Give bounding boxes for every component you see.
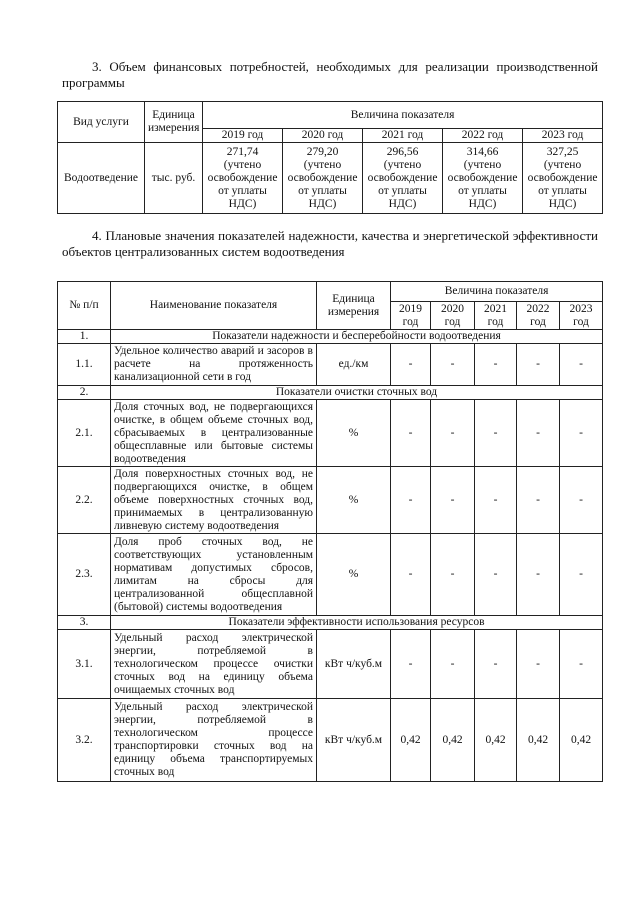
table-row bbox=[58, 400, 603, 467]
row-value: - bbox=[475, 630, 517, 699]
row-name: Удельное количество аварий и засоров в расчете на протяженность канализационной сети в год bbox=[111, 344, 317, 386]
year-header: 2023 год bbox=[560, 302, 603, 330]
row-name: Удельный расход электрической энергии, потребляемой в технологическом процессе транспортировки сточных вод на единицу объема транспортируемых сточных вод bbox=[111, 699, 317, 782]
value-number: 296,56 bbox=[386, 145, 419, 158]
row-value: - bbox=[560, 534, 603, 616]
service-cell: Водоотведение bbox=[58, 143, 145, 214]
row-value: - bbox=[391, 467, 431, 534]
col-num-header: № п/п bbox=[58, 282, 111, 330]
value-note: (учтено освобождение от уплаты НДС) bbox=[207, 158, 278, 210]
row-value: 0,42 bbox=[560, 699, 603, 782]
section4-heading: 4. Плановые значения показателей надежности, качества и энергетической эффективности объектов централизованных систем водоотведения bbox=[62, 228, 598, 259]
row-value: - bbox=[475, 344, 517, 386]
row-num: 1.1. bbox=[58, 344, 111, 386]
row-value: - bbox=[560, 400, 603, 467]
unit-cell: тыс. руб. bbox=[145, 143, 203, 214]
row-value: - bbox=[517, 534, 560, 616]
row-value: - bbox=[391, 534, 431, 616]
value-note: (учтено освобождение от уплаты НДС) bbox=[527, 158, 598, 210]
row-num: 2.3. bbox=[58, 534, 111, 616]
section-row bbox=[58, 616, 603, 630]
section-num: 3. bbox=[58, 616, 111, 630]
row-value: - bbox=[431, 467, 475, 534]
row-name: Доля сточных вод, не подвергающихся очистке, в общем объеме сточных вод, сбрасываемых в централизованные общесплавные или бытовые системы водоотведения bbox=[111, 400, 317, 467]
col-value-header: Величина показателя bbox=[391, 282, 603, 302]
row-value: - bbox=[560, 344, 603, 386]
table-row bbox=[58, 699, 603, 782]
row-value: - bbox=[431, 400, 475, 467]
year-header: 2021 год bbox=[475, 302, 517, 330]
value-note: (учтено освобождение от уплаты НДС) bbox=[447, 158, 518, 210]
row-value: - bbox=[391, 630, 431, 699]
row-name: Удельный расход электрической энергии, потребляемой в технологическом процессе очистки сточных вод на единицу объема очищаемых сточных вод bbox=[111, 630, 317, 699]
col-service-header: Вид услуги bbox=[58, 102, 145, 143]
row-name: Доля проб сточных вод, не соответствующих установленным нормативам допустимых сбросов, лимитам на сбросы для централизованной общесплавной (бытовой) системы водоотведения bbox=[111, 534, 317, 616]
row-value: - bbox=[517, 344, 560, 386]
table-row bbox=[58, 534, 603, 616]
row-value: 0,42 bbox=[475, 699, 517, 782]
value-number: 271,74 bbox=[226, 145, 259, 158]
year-header: 2021 год bbox=[363, 129, 443, 143]
row-value: 0,42 bbox=[391, 699, 431, 782]
year-header: 2019 год bbox=[203, 129, 283, 143]
value-cell bbox=[363, 143, 443, 214]
row-unit: кВт ч/куб.м bbox=[317, 699, 391, 782]
col-unit-header: Единица измерения bbox=[317, 282, 391, 330]
row-name: Доля поверхностных сточных вод, не подвергающихся очистке, в общем объеме поверхностных сточных вод, принимаемых в централизованную ливневую систему водоотведения bbox=[111, 467, 317, 534]
year-header: 2022 год bbox=[443, 129, 523, 143]
row-value: - bbox=[391, 344, 431, 386]
value-number: 327,25 bbox=[546, 145, 579, 158]
row-num: 2.1. bbox=[58, 400, 111, 467]
table-row bbox=[58, 467, 603, 534]
section3-heading: 3. Объем финансовых потребностей, необходимых для реализации производственной программы bbox=[62, 59, 598, 90]
row-num: 3.1. bbox=[58, 630, 111, 699]
value-note: (учтено освобождение от уплаты НДС) bbox=[367, 158, 438, 210]
row-num: 2.2. bbox=[58, 467, 111, 534]
row-value: - bbox=[431, 534, 475, 616]
section-title: Показатели эффективности использования ресурсов bbox=[111, 616, 603, 630]
row-unit: % bbox=[317, 534, 391, 616]
col-value-header: Величина показателя bbox=[203, 102, 603, 129]
col-name-header: Наименование показателя bbox=[111, 282, 317, 330]
row-value: - bbox=[560, 630, 603, 699]
financial-table bbox=[57, 101, 603, 214]
row-value: - bbox=[517, 467, 560, 534]
row-value: - bbox=[475, 400, 517, 467]
row-value: - bbox=[431, 630, 475, 699]
row-unit: % bbox=[317, 467, 391, 534]
row-unit: % bbox=[317, 400, 391, 467]
year-header: 2019 год bbox=[391, 302, 431, 330]
row-num: 3.2. bbox=[58, 699, 111, 782]
year-header: 2020 год bbox=[283, 129, 363, 143]
row-value: 0,42 bbox=[431, 699, 475, 782]
value-number: 279,20 bbox=[306, 145, 339, 158]
year-header: 2023 год bbox=[523, 129, 603, 143]
year-header: 2022 год bbox=[517, 302, 560, 330]
row-value: - bbox=[560, 467, 603, 534]
value-cell bbox=[203, 143, 283, 214]
indicators-table bbox=[57, 281, 603, 782]
col-unit-header: Единица измерения bbox=[145, 102, 203, 143]
section-title: Показатели очистки сточных вод bbox=[111, 386, 603, 400]
section-num: 1. bbox=[58, 330, 111, 344]
table-row bbox=[58, 630, 603, 699]
row-value: - bbox=[431, 344, 475, 386]
year-header: 2020 год bbox=[431, 302, 475, 330]
row-value: - bbox=[475, 467, 517, 534]
table-row bbox=[58, 143, 603, 214]
row-unit: кВт ч/куб.м bbox=[317, 630, 391, 699]
row-unit: ед./км bbox=[317, 344, 391, 386]
section-title: Показатели надежности и бесперебойности водоотведения bbox=[111, 330, 603, 344]
section-row bbox=[58, 386, 603, 400]
value-note: (учтено освобождение от уплаты НДС) bbox=[287, 158, 358, 210]
table-row bbox=[58, 344, 603, 386]
value-cell bbox=[523, 143, 603, 214]
section-row bbox=[58, 330, 603, 344]
value-cell bbox=[443, 143, 523, 214]
row-value: - bbox=[517, 630, 560, 699]
value-cell bbox=[283, 143, 363, 214]
row-value: - bbox=[475, 534, 517, 616]
value-number: 314,66 bbox=[466, 145, 499, 158]
row-value: - bbox=[517, 400, 560, 467]
row-value: - bbox=[391, 400, 431, 467]
section-num: 2. bbox=[58, 386, 111, 400]
row-value: 0,42 bbox=[517, 699, 560, 782]
